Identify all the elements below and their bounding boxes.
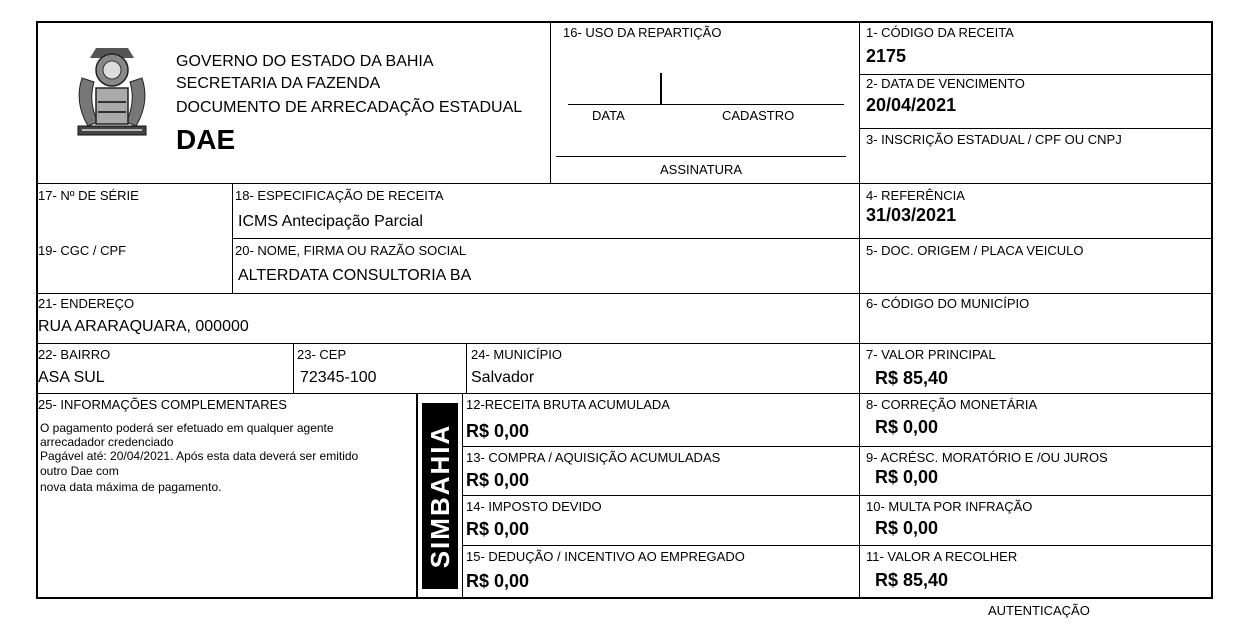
valor-principal-label: 7- VALOR PRINCIPAL: [866, 347, 996, 362]
divider: [36, 293, 1213, 294]
divider: [36, 183, 1213, 184]
simbahia-badge: [422, 403, 458, 589]
especificacao-value: ICMS Antecipação Parcial: [238, 213, 423, 230]
deducao-label: 15- DEDUÇÃO / INCENTIVO AO EMPREGADO: [466, 549, 745, 564]
serie-label: 17- Nº DE SÉRIE: [38, 188, 139, 203]
correcao-value: R$ 0,00: [875, 417, 939, 437]
endereco-label: 21- ENDEREÇO: [38, 296, 135, 311]
compra-label: 13- COMPRA / AQUISIÇÃO ACUMULADAS: [466, 450, 721, 465]
doc-origem-label: 5- DOC. ORIGEM / PLACA VEICULO: [866, 243, 1084, 258]
inscricao-label: 3- INSCRIÇÃO ESTADUAL / CPF OU CNPJ: [866, 132, 1122, 147]
doc-type-title: DAE: [176, 124, 236, 155]
info-line-2: arrecadador credenciado: [40, 435, 174, 449]
valor-recolher-label: 11- VALOR A RECOLHER: [866, 549, 1018, 564]
deducao-value: R$ 0,00: [466, 571, 530, 591]
info-label: 25- INFORMAÇÕES COMPLEMENTARES: [38, 397, 287, 412]
signature-line: [556, 156, 846, 157]
info-line-4: outro Dae com: [40, 464, 119, 478]
referencia-value: 31/03/2021: [866, 205, 957, 225]
referencia-label: 4- REFERÊNCIA: [866, 188, 965, 203]
header-line-1: GOVERNO DO ESTADO DA BAHIA: [176, 53, 434, 70]
divider: [462, 393, 463, 599]
endereco-value: RUA ARARAQUARA, 000000: [38, 318, 249, 335]
cgc-label: 19- CGC / CPF: [38, 243, 127, 258]
valor-principal-value: R$ 85,40: [875, 368, 949, 388]
receita-bruta-label: 12-RECEITA BRUTA ACUMULADA: [466, 397, 670, 412]
especificacao-label: 18- ESPECIFICAÇÃO DE RECEITA: [235, 188, 444, 203]
codigo-receita-label: 1- CÓDIGO DA RECEITA: [866, 25, 1014, 40]
autenticacao-label: AUTENTICAÇÃO: [988, 603, 1090, 618]
header-line-3: DOCUMENTO DE ARRECADAÇÃO ESTADUAL: [176, 99, 523, 116]
divider: [36, 393, 1213, 394]
info-line-1: O pagamento poderá ser efetuado em qualquer agente: [40, 421, 334, 435]
multa-value: R$ 0,00: [875, 518, 939, 538]
cod-municipio-label: 6- CÓDIGO DO MUNICÍPIO: [866, 296, 1030, 311]
bahia-coat-of-arms-icon: [68, 42, 156, 142]
header-line-2: SECRETARIA DA FAZENDA: [176, 75, 381, 92]
valor-recolher-value: R$ 85,40: [875, 570, 949, 590]
divider: [466, 343, 467, 393]
divider: [416, 393, 418, 599]
divider: [462, 545, 1213, 546]
data-vencimento-value: 20/04/2021: [866, 95, 957, 115]
info-line-3: Pagável até: 20/04/2021. Após esta data deverá ser emitido: [40, 449, 359, 463]
divider: [550, 21, 551, 183]
cep-label: 23- CEP: [297, 347, 347, 362]
divider: [859, 128, 1213, 129]
divider: [859, 74, 1213, 75]
divider: [462, 495, 1213, 496]
cadastro-label: CADASTRO: [722, 108, 795, 123]
bairro-value: ASA SUL: [38, 369, 105, 386]
municipio-value: Salvador: [471, 369, 535, 386]
bairro-label: 22- BAIRRO: [38, 347, 111, 362]
reparticao-label: 16- USO DA REPARTIÇÃO: [563, 25, 722, 40]
nome-value: ALTERDATA CONSULTORIA BA: [238, 267, 472, 284]
data-label: DATA: [592, 108, 625, 123]
municipio-label: 24- MUNICÍPIO: [471, 347, 563, 362]
imposto-value: R$ 0,00: [466, 519, 530, 539]
divider: [859, 21, 860, 599]
receita-bruta-value: R$ 0,00: [466, 421, 530, 441]
compra-value: R$ 0,00: [466, 470, 530, 490]
divider: [36, 343, 1213, 344]
divider: [568, 104, 844, 105]
acrescimo-value: R$ 0,00: [875, 467, 939, 487]
divider: [293, 343, 294, 393]
imposto-label: 14- IMPOSTO DEVIDO: [466, 499, 602, 514]
divider: [462, 446, 1213, 447]
data-vencimento-label: 2- DATA DE VENCIMENTO: [866, 76, 1025, 91]
divider: [660, 73, 662, 104]
assinatura-label: ASSINATURA: [660, 162, 743, 177]
multa-label: 10- MULTA POR INFRAÇÃO: [866, 499, 1033, 514]
nome-label: 20- NOME, FIRMA OU RAZÃO SOCIAL: [235, 243, 467, 258]
correcao-label: 8- CORREÇÃO MONETÁRIA: [866, 397, 1038, 412]
info-line-5: nova data máxima de pagamento.: [40, 480, 222, 494]
acrescimo-label: 9- ACRÉSC. MORATÓRIO E /OU JUROS: [866, 450, 1108, 465]
simbahia-label: SIMBAHIA: [425, 423, 455, 569]
divider: [859, 238, 1213, 239]
codigo-receita-value: 2175: [866, 46, 907, 66]
divider: [232, 238, 859, 239]
cep-value: 72345-100: [300, 369, 377, 386]
